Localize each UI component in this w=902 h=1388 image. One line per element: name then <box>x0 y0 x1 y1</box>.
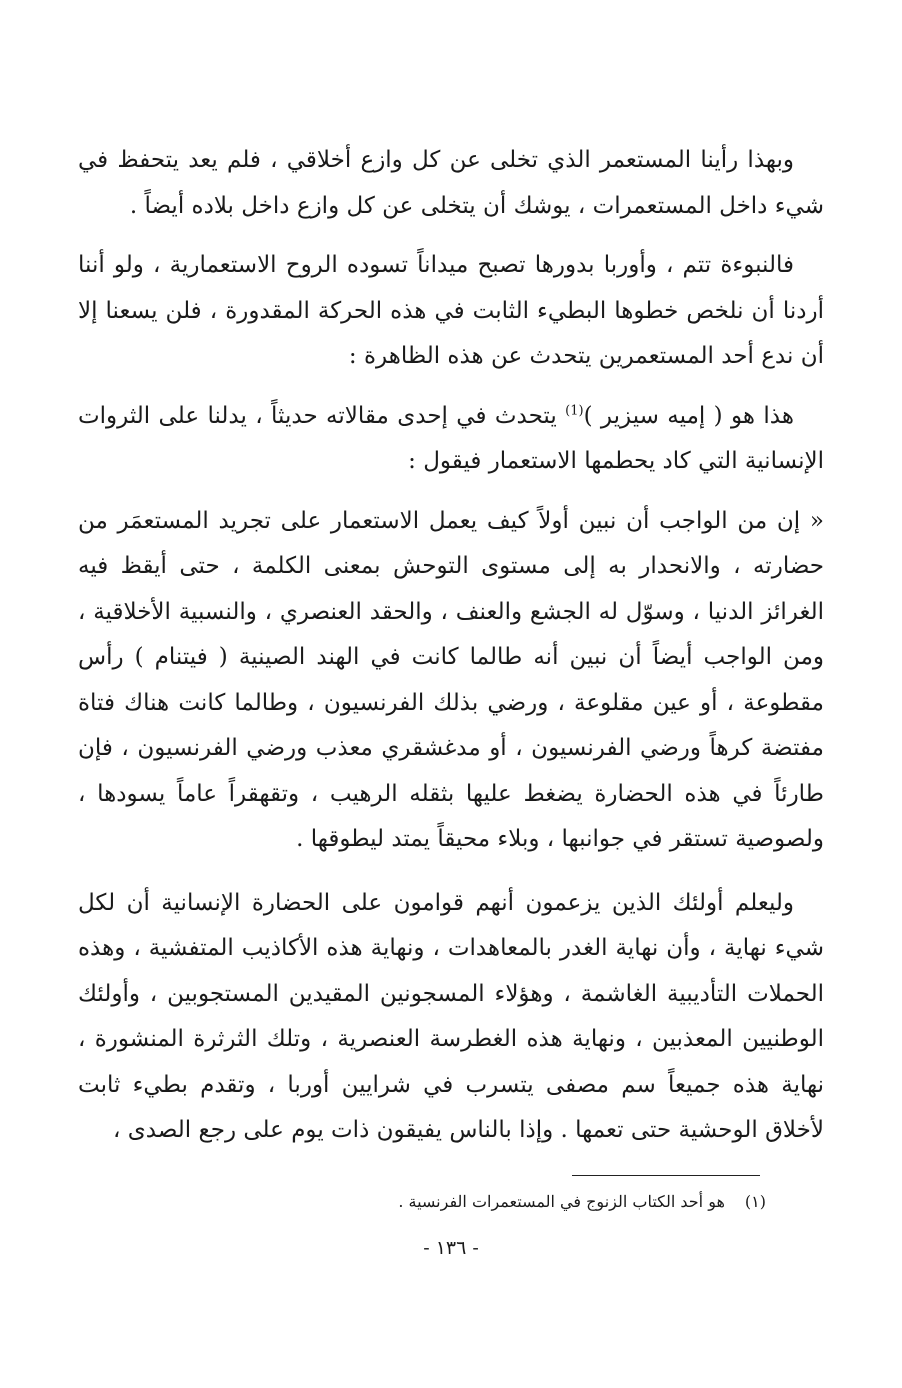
footnote-reference: (1) <box>565 402 584 418</box>
paragraph-3 <box>78 394 824 485</box>
page-number: - ١٣٦ - <box>423 1237 479 1259</box>
paragraph-2: فالنبوءة تتم ، وأوربا بدورها تصبح ميداناً تسوده الروح الاستعمارية ، ولو أننا أردنا أن نلخص خطوها البطيء الثابت في هذه الحركة المقدورة ، فلن يسعنا إلا أن ندع أحد المستعمرين يتحدث عن هذه الظاهرة : <box>78 252 824 369</box>
footnote-number: (١) <box>744 1192 766 1211</box>
paragraph-3-before: هذا هو ( إميه سيزير ) <box>583 402 794 429</box>
footnote <box>300 1190 766 1214</box>
footnote-divider <box>572 1175 760 1176</box>
body-text <box>78 138 824 1166</box>
paragraph-1: وبهذا رأينا المستعمر الذي تخلى عن كل وازع أخلاقي ، فلم يعد يتحفظ في شيء داخل المستعمرات ، يوشك أن يتخلى عن كل وازع داخل بلاده أيضاً . <box>78 147 824 219</box>
footnote-text: هو أحد الكتاب الزنوج في المستعمرات الفرنسية . <box>398 1192 725 1211</box>
paragraph-5: وليعلم أولئك الذين يزعمون أنهم قوامون على الحضارة الإنسانية أن لكل شيء نهاية ، وأن نهاية الغدر بالمعاهدات ، ونهاية هذه الأكاذيب المتفشية ، وهذه الحملات التأديبية الغاشمة ، وهؤلاء المسجونين المقيدين المستجوبين ، وأولئك الوطنيين المعذبين ، ونهاية هذه الغطرسة العنصرية ، وتلك الثرثرة المنشورة ، نهاية هذه جميعاً سم مصفى يتسرب في شرايين أوربا ، وتقدم بطيء ثابت لأخلاق الوحشية حتى تعمها . وإذا بالناس يفيقون ذات يوم على رجع الصدى ، <box>78 889 824 1143</box>
quotation-paragraph: « إن من الواجب أن نبين أولاً كيف يعمل الاستعمار على تجريد المستعمَر من حضارته ، والانحدار به إلى مستوى التوحش بمعنى الكلمة ، حتى أيقظ فيه الغرائز الدنيا ، وسوّل له الجشع والعنف ، والحقد العنصري ، والنسبية الأخلاقية ، ومن الواجب أيضاً أن نبين أنه طالما كانت في الهند الصينية ( فيتنام ) رأس مقطوعة ، أو عين مقلوعة ، ورضي بذلك الفرنسيون ، وطالما كانت هناك فتاة مفتضة كرهاً ورضي الفرنسيون ، أو مدغشقري معذب ورضي الفرنسيون ، فإن طارئاً في هذه الحضارة يضغط عليها بثقله الرهيب ، وتقهقراً عاماً يسودها ، ولصوصية تستقر في جوانبها ، وبلاء محيقاً يمتد ليطوقها . <box>78 507 824 852</box>
paragraph-3-after: يتحدث في إحدى مقالاته حديثاً ، يدلنا على الثروات الإنسانية التي كاد يحطمها الاستعمار فيقول : <box>78 402 824 474</box>
